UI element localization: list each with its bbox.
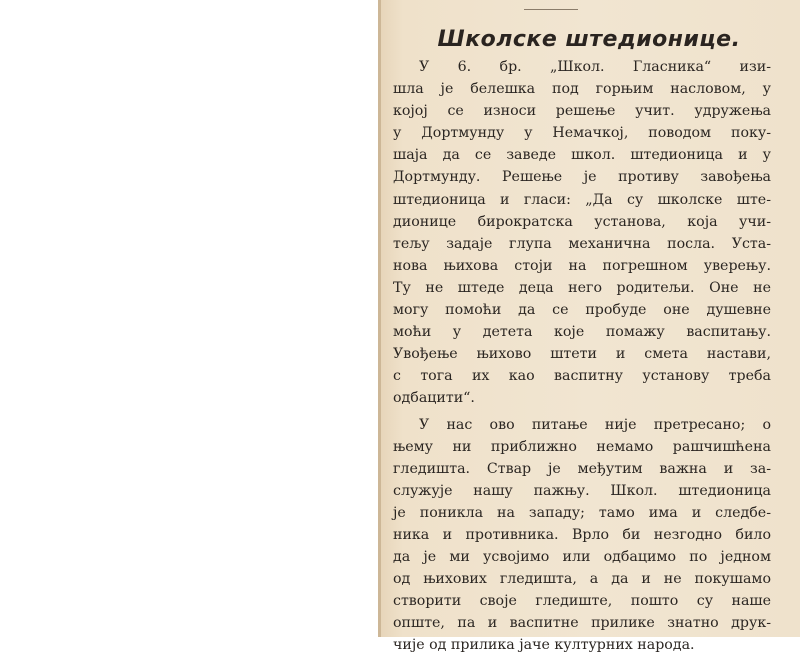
text-line: служује нашу пажњу. Школ. штедионица	[393, 482, 771, 499]
text-line: штедионица и гласи: „Да су школске ште-	[393, 191, 771, 208]
text-line: ника и противника. Врло би незгодно било	[393, 526, 771, 543]
page-edge	[378, 0, 381, 637]
blank-margin	[0, 0, 378, 637]
text-line: у Дортмунду у Немачкој, поводом поку-	[393, 125, 771, 142]
text-line: њему ни приближно немамо рашчишћена	[393, 438, 771, 455]
text-line: гледишта. Ствар је међутим важна и за-	[393, 460, 771, 477]
scanned-page	[378, 0, 800, 654]
text-line: могу помоћи да се пробуде оне душевне	[393, 302, 771, 319]
text-line: Дортмунду. Решење је противу завођења	[393, 169, 771, 186]
text-line: дионице бирократска установа, која учи-	[393, 213, 771, 230]
text-line: нова њихова стоји на погрешном уверењу.	[393, 257, 771, 274]
text-line: Увођење њихово штети и смета настави,	[393, 346, 771, 363]
paragraph-1	[393, 56, 771, 410]
text-line: од њихових гледишта, а да и не покушамо	[393, 571, 771, 588]
text-line: шла је белешка под горњим насловом, у	[393, 81, 771, 98]
text-line: одбацити“.	[393, 390, 475, 407]
top-rule	[524, 9, 578, 10]
text-line: У нас ово питање није претресано; о	[419, 416, 771, 433]
text-line: да је ми усвојимо или одбацимо по једном	[393, 549, 771, 566]
text-line: је поникла на западу; тамо има и следбе-	[393, 504, 771, 521]
text-line: с тога их као васпитну установу треба	[393, 368, 771, 385]
article-title: Школске штедионице.	[437, 27, 741, 52]
text-line: У 6. бр. „Школ. Гласника“ изи-	[419, 59, 771, 75]
text-line: опште, па и васпитне прилике знатно друк-	[393, 615, 771, 632]
text-line: моћи у детета које помажу васпитању.	[393, 324, 771, 341]
paragraph-2	[393, 414, 771, 657]
text-line: тељу задаје глупа механична посла. Уста-	[393, 235, 771, 252]
text-line: створити своје гледиште, пошто су наше	[393, 593, 771, 610]
text-line: чије од прилика јаче културних народа.	[393, 637, 695, 654]
text-line: шаја да се заведе школ. штедионица и у	[393, 147, 771, 164]
text-line: којој се износи решење учит. удружења	[393, 103, 771, 120]
article-body	[393, 56, 771, 657]
text-line: Ту не штеде деца него родитељи. Оне не	[393, 279, 771, 296]
